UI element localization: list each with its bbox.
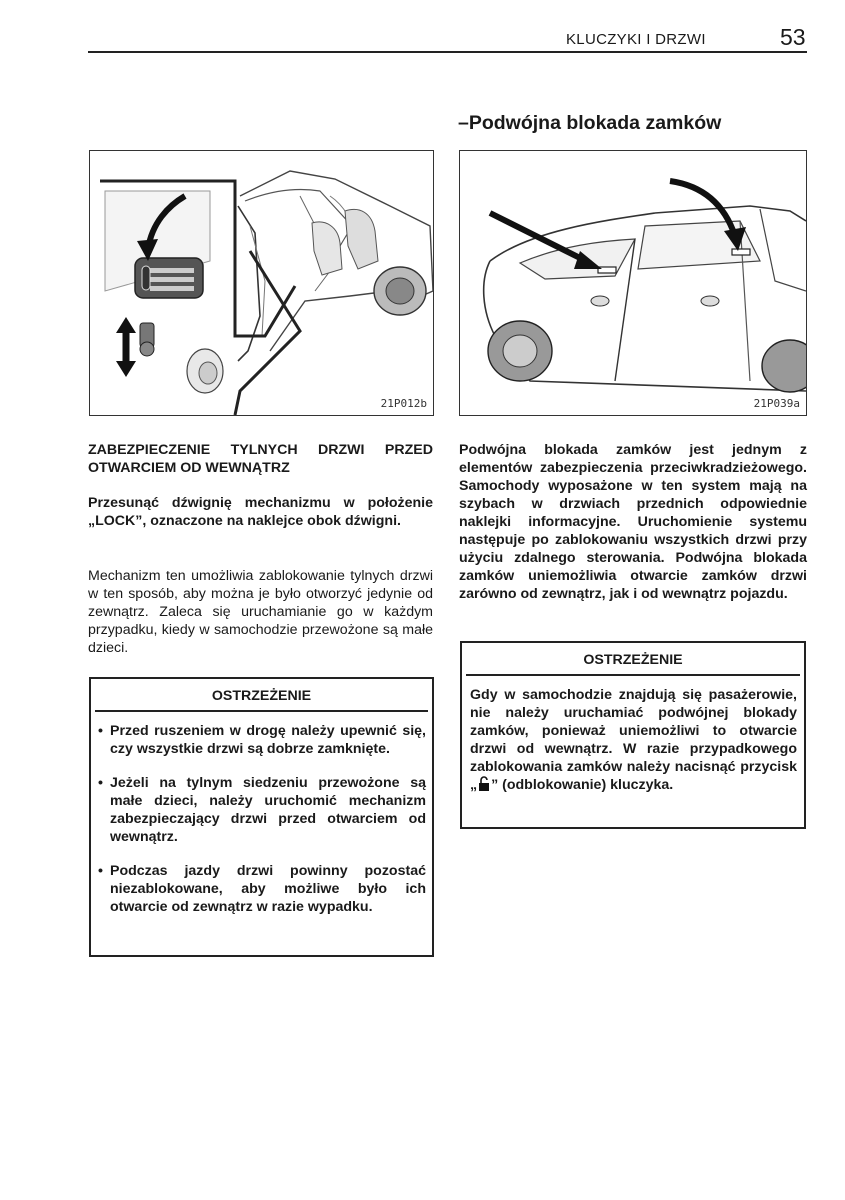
warning-text — [462, 676, 804, 796]
child-lock-figure — [89, 150, 434, 416]
child-lock-description: Mechanizm ten umożliwia zablokowanie tylnych drzwi w ten sposób, aby można je było otworzyć jedynie od zewnątrz. Zaleca się uruchamianie go w każdym przypadku, kiedy w samochodzie przewożone są małe dzieci. — [88, 568, 433, 656]
warning-item: • Przed ruszeniem w drogę należy upewnić się, czy wszystkie drzwi są dobrze zamknięte. — [98, 722, 426, 758]
double-lock-paragraph: Podwójna blokada zamków jest jednym z elementów zabezpieczenia przeciwkradzieżowego. Samochody wyposażone w ten system mają na szybach w drzwiach przednich odpowiednie naklejki informacyjne. Uruchomienie systemu następuje po zablokowaniu wszystkich drzwi przy użyciu zdalnego sterowania. Podwójna blokada zamków uniemożliwia otwarcie zamków drzwi zarówno od zewnątrz, jak i od wewnątrz pojazdu. — [459, 442, 807, 602]
section-title: KLUCZYKI I DRZWI — [566, 31, 706, 48]
child-lock-instruction: Przesunąć dźwignię mechanizmu w położenie „LOCK”, oznaczone na naklejce obok dźwigni. — [88, 495, 433, 529]
page-number: 53 — [780, 24, 806, 50]
warning-title: OSTRZEŻENIE — [211, 688, 312, 704]
header-rule — [88, 51, 807, 53]
warning-item: • Podczas jazdy drzwi powinny pozostać niezablokowane, aby możliwe było ich otwarcie od zewnątrz w razie wypadku. — [98, 862, 426, 916]
warning-box-left — [89, 677, 434, 957]
warning-text-end: ” (odblokowanie) kluczyka. — [491, 777, 674, 793]
unlock-icon — [478, 776, 490, 796]
car-windows-illustration — [460, 151, 806, 415]
warning-box-right — [460, 641, 806, 829]
section-heading: –Podwójna blokada zamków — [458, 112, 722, 134]
warning-title: OSTRZEŻENIE — [583, 652, 683, 668]
child-lock-heading: ZABEZPIECZENIE TYLNYCH DRZWI PRZED OTWARCIEM OD WEWNĄTRZ — [88, 442, 433, 476]
double-lock-figure — [459, 150, 807, 416]
figure-code: 21P039a — [753, 397, 800, 410]
warning-list — [91, 712, 432, 916]
figure-code: 21P012b — [380, 397, 427, 410]
child-lock-illustration — [90, 151, 433, 415]
warning-text-start: Gdy w samochodzie znajdują się pasażerowie, nie należy uruchamiać podwójnej blokady zamków, ponieważ uniemożliwi to otwarcie drzwi od wewnątrz. W razie przypadkowego zablokowania zamków należy nacisnąć przycisk „ — [470, 687, 797, 793]
warning-item: • Jeżeli na tylnym siedzeniu przewożone są małe dzieci, należy uruchomić mechanizm zabezpieczający drzwi przed otwarciem od wewnątrz. — [98, 774, 426, 846]
